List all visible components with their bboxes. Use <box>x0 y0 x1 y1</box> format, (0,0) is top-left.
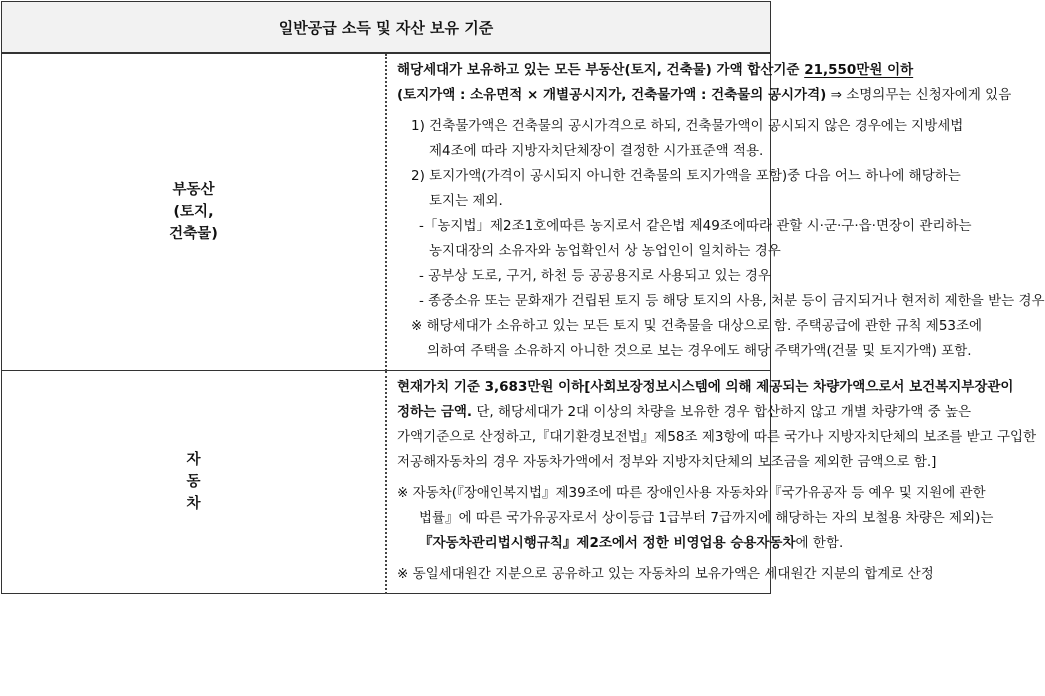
vehicle-note-1-line-3 <box>397 531 844 556</box>
vehicle-note-2: ※ 동일세대원간 지분으로 공유하고 있는 자동차의 보유가액은 세대원간 지분의 합계로 산정 <box>397 566 934 582</box>
vehicle-row <box>2 371 771 594</box>
vehicle-label-line: 동 <box>186 474 201 490</box>
item-1-line-2: 제4조에 따라 지방자치단체장이 결정한 시가표준액 적용. <box>429 143 764 159</box>
real-estate-label <box>2 53 387 371</box>
note-line-2: 의하여 주택을 소유하지 아니한 것으로 보는 경우에도 해당 주택가액(건물 및 토지가액) 포함. <box>427 343 972 359</box>
sub-item-1-line-1: -「농지법」제2조1호에따른 농지로서 같은법 제49조에따라 관할 시·군·구·읍·면장이 관리하는 <box>419 218 972 234</box>
item-2-line-1: 2) 토지가액(가격이 공시되지 아니한 건축물의 토지가액을 포함)중 다음 어느 하나에 해당하는 <box>411 168 961 184</box>
sub-item-3: - 종중소유 또는 문화재가 건립된 토지 등 해당 토지의 사용, 처분 등이 금지되거나 현저히 제한을 받는 경우 <box>419 293 1045 309</box>
vehicle-line-2-rest: 단, 해당세대가 2대 이상의 차량을 보유한 경우 합산하지 않고 개별 차량가액 중 높은 <box>472 404 972 420</box>
real-estate-formula <box>397 83 1012 108</box>
note-line-1: ※ 해당세대가 소유하고 있는 모든 토지 및 건축물을 대상으로 함. 주택공급에 관한 규칙 제53조에 <box>411 318 983 334</box>
vehicle-line-2-bold: 정하는 금액. <box>397 404 473 420</box>
vehicle-label-line: 차 <box>186 496 201 512</box>
vehicle-note-bold: 『자동차관리법시행규칙』제2조에서 정한 비영업용 승용자동차 <box>419 535 796 551</box>
item-2-line-2: 토지는 제외. <box>429 193 503 209</box>
item-1-line-1: 1) 건축물가액은 건축물의 공시가격으로 하되, 건축물가액이 공시되지 않은 경우에는 지방세법 <box>411 118 964 134</box>
criterion-text: 해당세대가 보유하고 있는 모든 부동산(토지, 건축물) 가액 합산기준 <box>397 62 805 78</box>
vehicle-note-1-line-2: 법률』에 따른 국가유공자로서 상이등급 1급부터 7급까지에 해당하는 자의 보철용 차량은 제외)는 <box>419 510 994 526</box>
real-estate-label-line: 부동산 <box>172 182 215 198</box>
vehicle-line-1: 현재가치 기준 3,683만원 이하[사회보장정보시스템에 의해 제공되는 차량가액으로서 보건복지부장관이 <box>397 379 1014 395</box>
vehicle-line-2 <box>397 400 972 425</box>
formula-note: ⇒ 소명의무는 신청자에게 있음 <box>826 87 1012 103</box>
real-estate-content <box>386 53 1045 371</box>
vehicle-note-rest: 에 한함. <box>795 535 844 551</box>
vehicle-line-4: 저공해자동차의 경우 자동차가액에서 정부와 지방자치단체의 보조금을 제외한 금액으로 함.] <box>397 454 937 470</box>
real-estate-label-line: 건축물) <box>169 226 218 242</box>
vehicle-label-line: 자 <box>186 452 201 468</box>
criteria-document <box>1 1 1045 694</box>
criteria-table <box>1 1 1045 594</box>
vehicle-line-3: 가액기준으로 산정하고,『대기환경보전법』제58조 제3항에 따른 국가나 지방자치단체의 보조를 받고 구입한 <box>397 429 1037 445</box>
real-estate-row <box>2 53 771 371</box>
criterion-amount: 21,550만원 이하 <box>804 62 914 78</box>
vehicle-label <box>2 371 387 594</box>
vehicle-note-1-line-1: ※ 자동차(『장애인복지법』제39조에 따른 장애인사용 자동차와『국가유공자 등 예우 및 지원에 관한 <box>397 485 986 501</box>
real-estate-label-line: (토지, <box>173 204 214 220</box>
vehicle-content <box>386 371 1037 594</box>
sub-item-2: - 공부상 도로, 구거, 하천 등 공공용지로 사용되고 있는 경우 <box>419 268 772 284</box>
real-estate-criterion <box>397 58 914 83</box>
formula-text: (토지가액 : 소유면적 × 개별공시지가, 건축물가액 : 건축물의 공시가격) <box>397 87 827 103</box>
table-title: 일반공급 소득 및 자산 보유 기준 <box>2 2 771 54</box>
sub-item-1-line-2: 농지대장의 소유자와 농업확인서 상 농업인이 일치하는 경우 <box>429 243 781 259</box>
